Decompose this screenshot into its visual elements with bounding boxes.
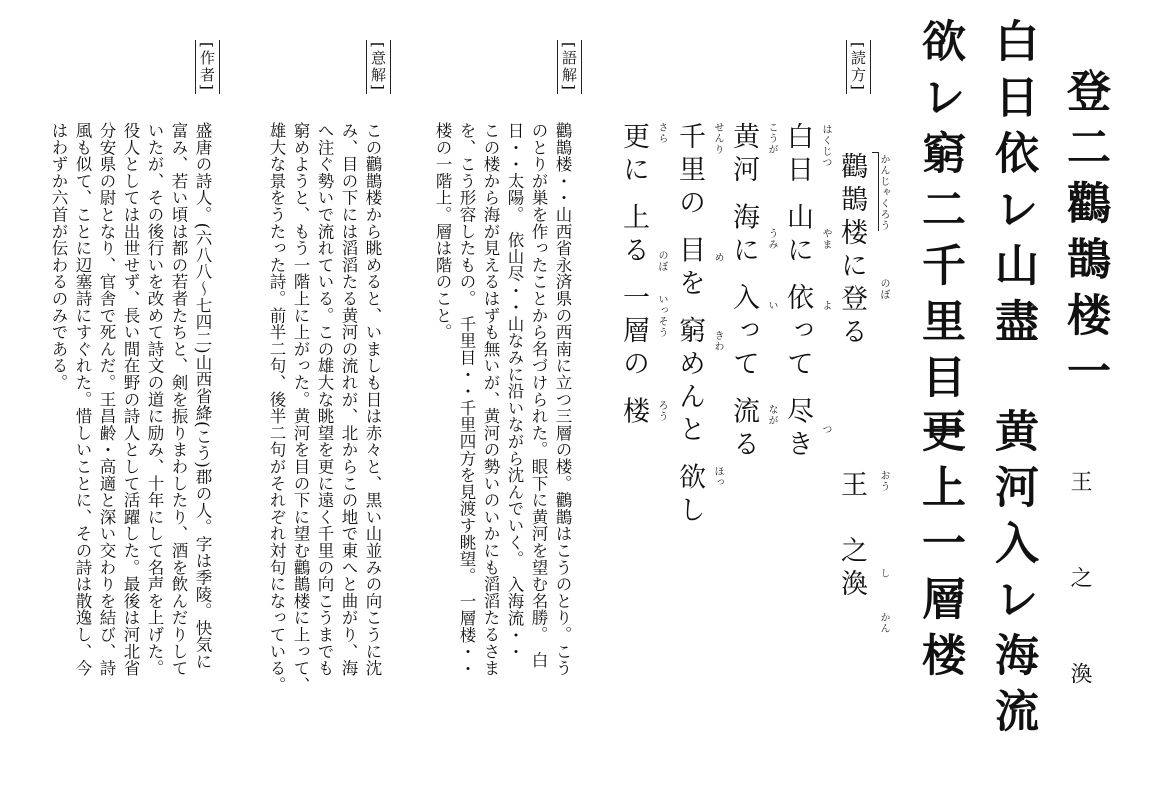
ruby-l3-ho: ほっ [712,466,723,488]
ruby-l4-issou: いっそう [656,294,667,338]
ruby-l1-hakujitsu: はくじつ [820,124,831,168]
ruby-author-ou: おう [878,470,889,492]
author-info-line-6: 風も似て、ことに辺塞詩にすぐれた。惜しいことに、その詩は散逸し、今 [73,122,92,677]
author-info-label: [作者] [195,40,220,94]
ruby-l4-rou: ろう [656,400,667,422]
author-info-line-5: 分安県の尉となり、官舎で死んだ。王昌齢・高適と深い交わりを結び、詩 [97,122,116,677]
author-info-line-2: 富み、若い頃は都の若者たちと、剣を振りまわしたり、酒を飲んだりして [169,122,188,677]
ruby-l2-naga: なが [766,404,777,426]
ruby-l1-yama: やま [820,228,831,250]
reading-line-4: 更に 上る 一層の 楼 [618,122,649,430]
ruby-l2-kouga: こうが [766,122,777,155]
author-info-line-7: はわずか六首が伝わるのみである。 [49,122,68,391]
poem-author: 王 之 渙 [1067,470,1092,710]
ruby-l1-tsu: つ [820,424,831,435]
meaning-line-4: 窮めようと、もう一階上に上がった。黄河を目の下に望む鸛鵲楼に上って、 [291,122,310,694]
glossary-line-3: 日・・太陽。 依山尽・・山なみに沿いながら沈んでいく。 入海流・・ [505,122,524,660]
poem-line2-top: 欲レ窮二千里目一 [914,18,965,466]
meaning-line-5: 雄大な景をうたった詩。前半二句、後半二句がそれぞれ対句になっている。 [267,122,286,694]
poem-title: 登二鸛鵲楼一 [1059,68,1110,404]
meaning-line-3: へ注ぐ勢いで流れている。この雄大な眺望を更に遠く千里の向こうまでも [315,122,334,677]
glossary-line-5: を、こう形容したもの。 千里目・・千里四方を見渡す眺望。 一層楼・・ [457,122,476,677]
ruby-l2-umi: うみ [766,228,777,250]
ruby-author-shi: し [878,568,889,579]
ruby-l3-senri: せんり [712,122,723,155]
glossary-line-1: 鸛鵲楼・・山西省永済県の西南に立つ三層の楼。鸛鵲はこうのとり。こう [553,122,572,677]
reading-title-bracket [872,152,879,231]
glossary-line-6: 楼の一階上。層は階のこと。 [433,122,452,341]
meaning-label: [意解] [366,40,391,94]
ruby-title: かんじゃくろう [878,154,889,231]
meaning-line-2: み、目の下には滔滔たる黄河の流れが、北からこの地で東へと曲がり、海 [339,122,358,677]
ruby-l4-nobo: のぼ [656,250,667,272]
reading-author: 王 之渙 [836,470,867,602]
author-info-line-4: 役人としては出世せず、長い間在野の詩人として活躍した。最後は河北省 [121,122,140,677]
ruby-l1-yo: よ [820,300,831,311]
glossary-line-4: この楼から海が見えるはずも無いが、黄河の勢いのいかにも滔滔たるさま [481,122,500,677]
reading-title: 鸛鵲楼に登る [836,152,867,350]
author-info-line-1: 盛唐の詩人。(六八八〜七四二)山西省絳(こう)郡の人。字は季陵。快気に [193,122,212,670]
glossary-label: [語解] [557,40,582,94]
ruby-l3-kiwa: きわ [712,330,723,352]
glossary-line-2: のとりが巣を作ったことから名づけられた。眼下に黄河を望む名勝。 白 [529,122,548,669]
ruby-l3-me: め [712,252,723,263]
reading-line-2: 黄河 海に 入って 流る [728,122,759,463]
reading-line-3: 千里の 目を 窮めんと 欲し [674,122,705,529]
ruby-author-kan: かん [878,612,889,634]
reading-line-1: 白日 山に 依って 尽き [782,122,813,463]
poem-line1-bottom: 黄河入レ海流 [987,408,1038,744]
ruby-l2-i: い [766,300,777,311]
ruby-l4-sara: さら [656,122,667,144]
poem-line2-bottom: 更上一層楼 [914,408,965,688]
poem-line1-top: 白日依レ山盡 [987,18,1038,354]
meaning-line-1: この鸛鵲楼から眺めると、いましも日は赤々と、黒い山並みの向こうに沈 [363,122,382,677]
author-info-line-3: いたが、その後行いを改めて詩文の道に励み、十年にして名声を上げた。 [145,122,164,677]
reading-label: [読方] [846,40,871,94]
ruby-title-nobo: のぼ [878,278,889,300]
